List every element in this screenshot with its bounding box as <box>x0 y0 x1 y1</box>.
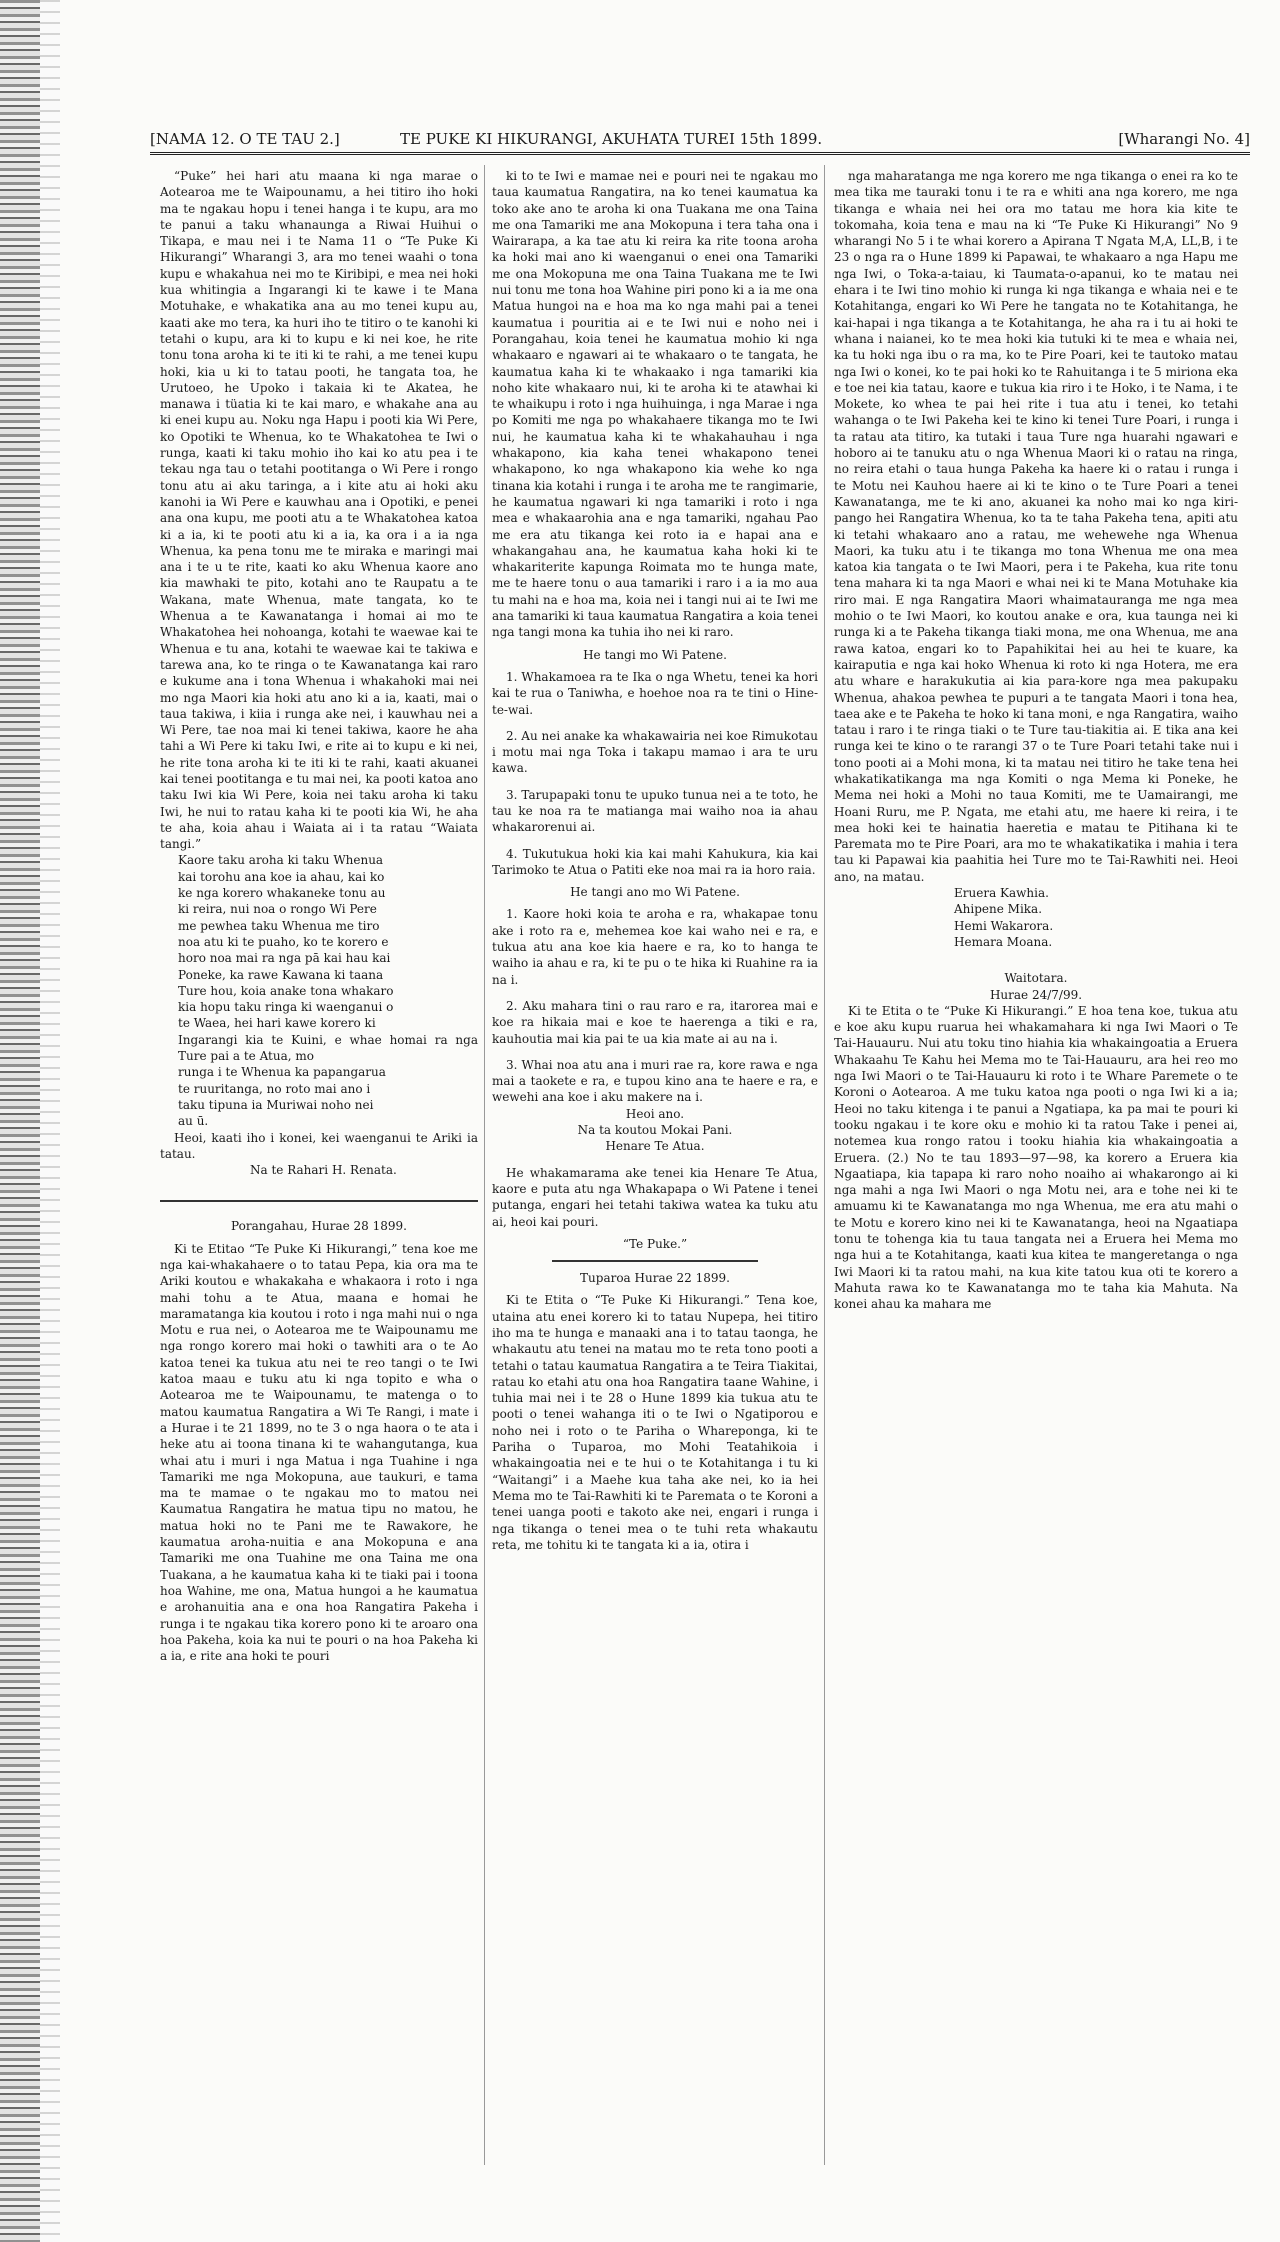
letter-body: “Puke” hei hari atu maana ki nga marae o Aotearoa me te Waipounamu, a hei titiro iho hoki ma te ngakau hopu i tenei hanga i te kupu, ara mo te panui a taku whanaunga a Riwai Huihui o Tikapa, e mau nei i te Nama 11 o “Te Puke Ki Hikurangi” Wharangi 3, ara mo tenei waahi o tona kupu e whakahua nei mo te Kiribipi, e mea nei hoki kua whitingia a Ingarangi ki te kawe i te Mana Motuhake, e whakatika ana au mo tenei kupu au, kaati ake mo tera, ka huri iho te titiro o te kanohi ki tetahi o kupu, ara ki to kupu e ki nei koe, he rite tonu tona aroha ki te iti ki te rahi, a me tenei kupu hoki, kia u ki to tatau pooti, he tangata toa, he Urutoeo, he Upoko i takaia ki te Akatea, he manawa i tüatia ki te kai maro, e whakahe ana au ki enei kupu au. Noku nga Hapu i pooti kia Wi Pere, ko Opotiki te Whenua, ko te Whakatohea te Iwi o runga, kaati ki taku mohio iho kai ko atu pea i te tekau nga tau o tetahi pootitanga o Wi Pere i rongo tonu atu ai aku taringa, a i kite atu ai hoki aku kanohi ia Wi Pere e kauwhau ana i Opotiki, e penei ana ona kupu, me pooti atu a te Whakatohea katoa ki a ia, ki te pooti atu ki a ia, ka ora i a ia nga Whenua, ka pena tonu me te miraka e maringi mai ana i te u te rite, kaati ko aku Whenua kaore ano kia mawhaki te pito, kotahi ano te Raupatu a te Wakana, mate Whenua, mate tangata, ko te Whenua a te Kawanatanga i homai ai mo te Whakatohea hei nohoanga, kotahi te waewae kai te Whenua e tu ana, kotahi te waewae kai te takiwa e tarewa ana, ko te ringa o te Kawanatanga kai raro e kukume ana i tona Whenua i whakahoki mai nei mo nga Maori kia hoki atu ano ki a ia, kaati, mai o taua takiwa, i kiia i runga ake nei, i kauwhau nei a Wi Pere, tae noa mai ki tenei takiwa, kaore he aha tahi a Wi Pere ki taku Iwi, e rite ai to kupu e ki nei, he rite tona aroha ki te iti ki te rahi, kaati akuanei kai tenei pootitanga e tu mai nei, ka pooti katoa ano taku Iwi kia Wi Pere, koia nei taku aroha ki taku Iwi, he nui to ratau kaha ki te pooti kia Wi, he aha te aha, koia ahau i Waiata ai i ta ratau “Waiata tangi.” <box>160 169 478 852</box>
editor-note: He whakamarama ake tenei kia Henare Te Atua, kaore e puta atu nga Whakapapa o Wi Patene i tenei putanga, engari hei tetahi takiwa watea ka tuku atu ai, heoi kai pouri. <box>492 1165 818 1229</box>
lament-poem <box>160 852 478 1129</box>
poem-line: noa atu ki te puaho, ko te korero e <box>178 934 389 949</box>
poem-line: Poneke, ka rawe Kawana ki taana <box>178 967 384 982</box>
signature: Na te Rahari H. Renata. <box>250 1163 397 1178</box>
signatories <box>834 885 1238 950</box>
dateline: Porangahau, Hurae 28 1899. <box>231 1219 407 1234</box>
signoff: Na ta koutou Mokai Pani. <box>577 1123 733 1138</box>
column-divider <box>824 165 825 2165</box>
letter-body: nga maharatanga me nga korero me nga tikanga o enei ra ko te mea tika me tauraki tonu i te ra e whiti ana nga korero, me nga tikanga e whaia nei hei ora mo tatau me hora kia kite te tokomaha, koia tena e mau na ki “Te Puke Ki Hikurangi” No 9 wharangi No 5 i te whai korero a Apirana T Ngata M,A, LL,B, i te 23 o nga ra o Hune 1899 ki Papawai, te whakaaro a nga Hapu me nga Iwi, o Toka-a-taiau, ki Taumata-o-apanui, ko te matau nei ehara i te Iwi tino mohio ki runga ki nga tikanga e whaia nei e te Kotahitanga, engari ko Wi Pere he tangata no te Kotahitanga, he kai-hapai i nga tikanga a te Kotahitanga, he aha ra i tu ai hoki te whana i naianei, ko te mea hoki kia tutuki ki te mea e whaia nei, ka tu hoki nga ibu o ra ma, ko te Pire Poari, kei te tautoko matau nga Iwi o konei, ko te pai hoki ko te Rahuitanga i te 5 miriona eka e toe nei kia tatau, kaore e tukua kia riro i te Hoko, i te Nama, i te Mokete, ko whea te pai hei rite i tua atu i tenei, ko tetahi wahanga o te Iwi Pakeha kei te kino ki tenei Ture Poari, i runga i ta ratau ata titiro, ka tutaki i taua Ture nga huarahi ngawari e hoboro ai te tanuku atu o nga Whenua Maori ki o ratau na ringa, no reira etahi o taua hunga Pakeha ka haere ki o ratau i runga i te Motu nei Kauhou haere ai ki te kino o te Ture Poari a tenei Kawanatanga, me te ki ano, akuanei ka noho mai ko nga kiri-pango hei Rangatira Whenua, ko ta te taha Pakeha tena, apiti atu ki tetahi whakaaro ano a ratau, me wehewehe nga Whenua Maori, ka tuku atu i te tikanga mo tona Whenua me ona mea katoa kia tangata o te Iwi Maori, pera i te Pakeha, kua rite tonu tena mahara ki ta nga Maori e whai nei ki te Mana Motuhake kia riro mai. E nga Rangatira Maori whaimatauranga me nga mea mohio o te Iwi Maori, ko koutou anake e ora, kua taunga nei ki runga ki a te Pakeha tikanga tiaki mona, me ona Whenua, me ana rawa katoa, engari ko to Papahikitai hei au hei te kuare, ka kairaputia e nga kai hoko Whenua ki roto ki nga Hotera, me era atu whare e harakukutia ai kia para-kore nga mea pakupaku Whenua, ahakoa pewhea te pupuri a te tangata Maori i tona hea, taea ake e te Pakeha te hoko ki tana moni, e nga Rangatira, waiho tatau i raro i te ringa tiaki o te Ture tau-tiakitia ai. E tika ana kei runga kei te kino o te rarangi 37 o te Ture Poari tetahi take nui i tono pooti ai a Mohi mona, ki ta matau nei titiro he take tena hei whakatikatikanga ma nga Komiti o nga Mema ki Poneke, he Mema nei hoki a Mohi no taua Komiti, me te Uamairangi, me Hoani Ruru, me P. Ngata, me etahi atu, me haere ki reira, i te mea hoki kei te hainatia haeretia e matau te Pitihana ki te Paremata mo te Pire Poari, ara mo te whakatikatika i mahia i tera tau ki Papawai kia paahitia hei Ture mo te Tai-Rawhiti nei. Heoi ano, na matau. <box>834 169 1238 884</box>
verse: 4. Tukutukua hoki kia kai mahi Kahukura, kia kai Tarimoko te Atua o Patiti eke noa mai ra ia horo raia. <box>492 846 818 877</box>
verse: 3. Tarupapaki tonu te upuko tunua nei a te toto, he tau ke noa ra te matianga mai waiho noa ia ahau whakarorenui ai. <box>492 787 818 835</box>
binding-edge <box>0 0 40 2242</box>
verse: 1. Whakamoea ra te Ika o nga Whetu, tenei ka hori kai te rua o Taniwha, e hoehoe noa ra te tini o Hine-te-wai. <box>492 669 818 717</box>
newspaper-title: TE PUKE KI HIKURANGI, AKUHATA TUREI 15th 1899. <box>400 130 823 148</box>
letter-body: ki to te Iwi e mamae nei e pouri nei te ngakau mo taua kaumatua Rangatira, na ko tenei kaumatua ka toko ake ano te aroha ki ona Tuakana me ona Taina me ona Tamariki me ana Mokopuna i tera taha ona i Wairarapa, a ka tae atu ki reira ka rite toona aroha ka hoki mai ano ki waenganui o enei ona Tamariki me ona Mokopuna me ona Taina Tuakana me te Iwi nui tonu me tona hoa Wahine piri pono ki a ia me ona Matua hungoi na e hoa ma ko nga mahi pai a tenei kaumatua i pouritia ai e te Iwi nui e noho nei i Porangahau, koia tenei he kaumatua mohio ki nga whakaaro e ngawari ai te whakaaro o te tangata, he kaumatua kaha ki te whakaako i nga tamariki kia noho kite whakaaro nui, ki te aroha ki te atawhai ki te whaikupu i roto i nga huihuinga, i nga Marae i nga po Komiti me nga po whakahaere tikanga mo te Iwi nui, he kaumatua kaha ki te whakahauhau i nga whakapono, kia kaha tenei whakapono tenei whakapono, ko nga whakapono kia wehe ko nga tinana kia kotahi i runga i te aroha me te rangimarie, he kaumatua ngawari ki nga tamariki i roto i nga mea e whakaarohia ana e nga tamariki, ngahau Pao me era atu tikanga kei roto ia e hapai ana e whakangahau ana, he kaumatua kaha hoki ki te whakariterite kapunga Roimata mo te hunga mate, me te haere tonu o aua tamariki i raro i a ia mo aua tu mahi na e hoa ma, koia nei i tangi nui ai te Iwi me ana tamariki ki taua kaumatua Rangatira a koia tenei nga tangi mona ka tuhia iho nei ki raro. <box>492 169 818 640</box>
page-number: [Wharangi No. 4] <box>1118 130 1250 148</box>
verse: 3. Whai noa atu ana i muri rae ra, kore rawa e nga mai a taokete e ra, e tupou kino ana te haere e ra, e wewehi ana koe i aku makere na i. <box>492 1057 818 1105</box>
letter-body: Ki te Etita o “Te Puke Ki Hikurangi.” Tena koe, utaina atu enei korero ki to tatau Nupepa, hei titiro iho ma te hunga e manaaki ana i to tatau taonga, he whakautu atu tenei na matau mo te reta tono pooti a tetahi o tatau kaumatua Rangatira a te Teira Tiakitai, ratau ko etahi atu ona hoa Rangatira taane Wahine, i tuhia mai nei i te 28 o Hune 1899 kia tukua atu te pooti o tenei wahanga iti o te Iwi o Ngatiporou e noho nei i roto o te Pariha o Whareponga, ki te Pariha o Tuparoa, mo Mohi Teatahikoia i whakaingoatia nei e te hui o te Kotahitanga i tu ki “Waitangi” i a Maehe kua taha ake nei, ko ia hei Mema mo te Tai-Rawhiti ki te Paremata o te Koroni a tenei uanga pooti e takoto ake nei, engari i runga i nga tikanga o tenei mea o te tuhi reta whakautu reta, me tohitu ki te tangata ki a ia, otira i <box>492 1293 818 1552</box>
signoff: Heoi ano. <box>625 1106 685 1121</box>
signature: “Te Puke.” <box>622 1236 688 1251</box>
poem-line: horo noa mai ra nga pā kai hau kai <box>178 951 391 966</box>
poem-line: kai torohu ana koe ia ahau, kai ko <box>178 869 385 884</box>
column-2 <box>492 168 818 1553</box>
signatory: Ahipene Mika. <box>954 902 1043 917</box>
poem-line: au ū. <box>178 1114 209 1129</box>
dateline: Waitotara. <box>1004 971 1068 986</box>
page-header <box>150 128 1250 155</box>
signatory: Hemara Moana. <box>954 934 1053 949</box>
signoff: Henare Te Atua. <box>605 1139 705 1154</box>
date: Hurae 24/7/99. <box>989 987 1083 1002</box>
poem-line: runga i te Whenua ka papangarua <box>178 1065 386 1080</box>
letter-body: Ki te Etitao “Te Puke Ki Hikurangi,” tena koe me nga kai-whakahaere o to tatau Pepa, kia ora ma te Ariki koutou e whakakaha e whakaora i roto i nga mahi tohu a te Atua, maana e homai he maramatanga kia koutou i roto i nga mahi nui o nga Motu e rua nei, o Aotearoa me te Waipounamu me nga rongo korero mai hoki o tawhiti ara o te Ao katoa tenei ka tukua atu nei te reo tangi o te Iwi katoa maau e tuku atu ki nga topito e wha o Aotearoa me te Waipounamu, te matenga o to matou kaumatua Rangatira a Wi Te Rangi, i mate i a Hurae i te 21 1899, no te 3 o nga haora o te ata i heke atu ai toona tinana ki te wahangutanga, kua whai atu i muri i nga Matua i nga Tuahine i nga Tamariki me nga Mokopuna, aue taukuri, e tama ma te mamae o te ngakau mo to matou nei Kaumatua Rangatira he matua tipu no matou, he matua hoki no te Pani me te Rawakore, he kaumatua aroha-nuitia e ana Mokopuna e ana Tamariki me ona Tuahine me ona Taina me ona Tuakana, a he kaumatua kaha ki te tiaki pai i toona hoa Wahine, me ona, Matua hungoi a he kaumatua e arohanuitia ana e ona hoa Rangatira Pakeha i runga i te ngakau tika korero pono ki te aroaro ona hoa Pakeha, koia ka nui te pouri o na hoa Pakeha ki a ia, e rite ana hoki te pouri <box>160 1241 478 1664</box>
poem-line: Ingarangi kia te Kuini, e whae homai ra nga Ture pai a te Atua, mo <box>178 1032 478 1064</box>
dateline: Tuparoa Hurae 22 1899. <box>580 1271 730 1286</box>
column-3 <box>834 168 1238 1312</box>
poem-line: me pewhea taku Whenua me tiro <box>178 918 380 933</box>
closing: Heoi, kaati iho i konei, kei waenganui te Ariki ia tatau. <box>160 1130 478 1161</box>
poem-line: ki reira, nui noa o rongo Wi Pere <box>178 902 377 917</box>
letter-body: Ki te Etita o te “Puke Ki Hikurangi.” E hoa tena koe, tukua atu e koe aku kupu ruarua hei whakamahara ki nga Iwi Maori o Te Tai-Hauauru. Nui atu toku tino hiahia kia whakaingoatia a Eruera Whakaahu Te Kahu hei Mema mo te Tai-Hauauru, ara hei reo mo nga Iwi Maori o te Tai-Hauauru ki roto i te Whare Paremete o te Koroni o Aotearoa. A me tuku katoa nga pooti o nga Iwi ki a ia; Heoi no taku kitenga i te panui a Ngatiapa, ka pa mai te pouri ki tooku ngakau i te kore oku e mohio ki ta ratou Take i penei ai, notemea kua rongo ratou i tooku hiahia kia whakaingoatia a Eruera. (2.) No te tau 1893—97—98, ka korero a Eruera kia Ngaatiapa, kia tapapa ki raro noho noaiho ai whakarongo ai ki nga mahi a nga Iwi Maori o nga Motu nei, ara e tohe nei ki te amuamu ki te Kawanatanga mo nga Whenua, me era atu mahi o te Motu e korero kino nei ki te Kawanatanga, heoi na Ngaatiapa tonu te tohenga kia tu taua tangata nei a Eruera hei Mema mo nga hui a te Kotahitanga, kaati kua kitea te mangeretanga o nga Iwi Maori ki ta ratou mahi, na kua kite tatou kua oti te korero a Mahuta rawa ko te Kawanatanga mo te taha kia Mahuta. Na konei ahau ka mahara me <box>834 1003 1238 1312</box>
binding-edge-shadow <box>40 0 60 2242</box>
verse: 2. Au nei anake ka whakawairia nei koe Rimukotau i motu mai nga Toka i takapu mamao i ara te uru kawa. <box>492 728 818 776</box>
poem-line: te Waea, hei hari kawe korero ki <box>178 1016 376 1031</box>
section-rule <box>552 1260 758 1262</box>
poem-line: Ture hou, koia anake tona whakaro <box>178 983 394 998</box>
poem-line: taku tipuna ia Muriwai noho nei <box>178 1097 374 1112</box>
poem-line: te ruuritanga, no roto mai ano i <box>178 1081 371 1096</box>
verse: 2. Aku mahara tini o rau raro e ra, itarorea mai e koe ra hikaia mai e koe te haerenga a tiki e ra, kauhoutia mai kia pai te ua kia mate ai au na i. <box>492 998 818 1046</box>
verse: 1. Kaore hoki koia te aroha e ra, whakapae tonu ake i roto ra e, mehemea koe kai waho nei e ra, e tukua atu ana koe kia haere e ra, ko to hanga te waiho ia ahau e ra, ki te pu o te hika ki Ruahine ra ia na i. <box>492 907 818 987</box>
signatory: Eruera Kawhia. <box>954 886 1049 901</box>
lament-heading: He tangi mo Wi Patene. <box>583 647 727 662</box>
poem-line: Kaore taku aroha ki taku Whenua <box>178 853 384 868</box>
section-rule <box>160 1200 478 1202</box>
column-1 <box>160 168 478 1664</box>
column-divider <box>484 165 485 2165</box>
issue-number: [NAMA 12. O TE TAU 2.] <box>150 130 340 148</box>
lament-heading: He tangi ano mo Wi Patene. <box>570 885 740 900</box>
poem-line: kia hopu taku ringa ki waenganui o <box>178 1000 394 1015</box>
signatory: Hemi Wakarora. <box>954 918 1054 933</box>
poem-line: ke nga korero whakaneke tonu au <box>178 886 386 901</box>
